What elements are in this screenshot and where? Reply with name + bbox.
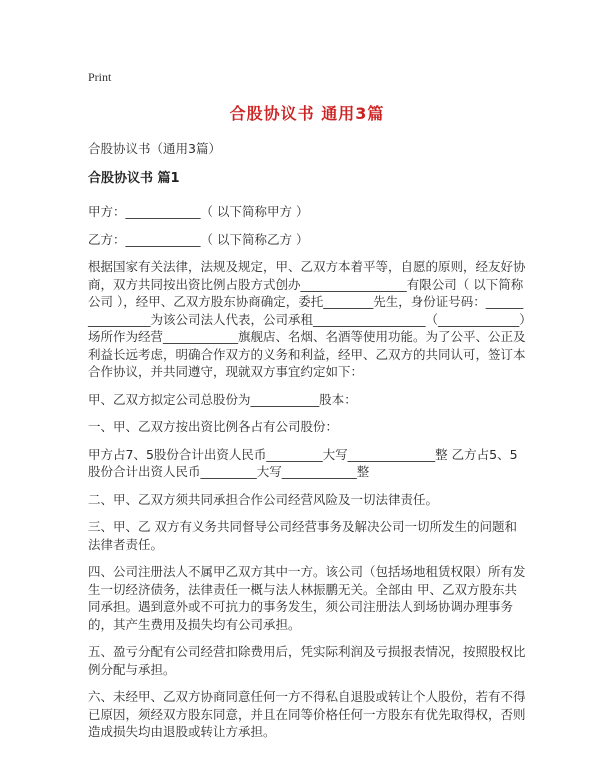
document-page [88, 66, 526, 751]
paragraph-preamble: 根据国家有关法律，法规及规定，甲、乙双方本着平等，自愿的原则，经友好协商，双方共同按出资比例占股方式创办_________________有限公司（ 以下简称公司 ），经甲、乙双方股东协商确定，委托________先生，身份证号码：________________为该公司法人代表，公司承租__________________（_____________）场所作为经营____________旗舰店、名烟、名酒等使用功能。为了公平、公正及利益长远考虑，明确合作双方的义务和利益，经甲、乙双方的共同认可，签订本合作协议，并共同遵守，现就双方事宜约定如下： [88, 259, 526, 379]
paragraph-party-b: 乙方：____________（ 以下简称乙方 ） [88, 231, 309, 247]
paragraph-clause-5: 五、盈亏分配有公司经营扣除费用后，凭实际利润及亏损报表情况，按照股权比例分配与承担。 [88, 644, 526, 677]
paragraph-clause-1: 一、甲、乙双方按出资比例各占有公司股份： [88, 419, 339, 434]
document-title: 合股协议书 通用3篇 [229, 104, 385, 123]
paragraph-clause-6: 六、未经甲、乙双方协商同意任何一方不得私自退股或转让个人股份，若有不得已原因，须经双方股东同意，并且在同等价格任何一方股东有优先取得权，否则造成损失均由退股或转让方承担。 [88, 689, 526, 739]
section-heading: 合股协议书 篇1 [88, 171, 180, 186]
print-link[interactable]: Print [88, 70, 112, 84]
document-subtitle: 合股协议书（通用3篇） [88, 141, 221, 156]
paragraph-clause-3: 三、甲、乙 双方有义务共同督导公司经营事务及解决公司一切所发生的问题和法律者责任。 [88, 519, 517, 552]
paragraph-clause-2: 二、甲、乙双方须共同承担合作公司经营风险及一切法律责任。 [88, 491, 439, 507]
paragraph-total-shares: 甲、乙双方拟定公司总股份为___________股本： [88, 391, 357, 407]
paragraph-clause-4: 四、公司注册法人不属甲乙双方其中一方。该公司（包括场地租赁权限）所有发生一切经济债务，法律责任一概与法人林振鹏无关。全部由 甲、乙双方股东共同承担。遇到意外或不可抗力的事务发生，须公司注册法人到场协调办理事务的，其产生费用及损失均有公司承担。 [88, 564, 526, 632]
paragraph-party-a: 甲方：____________（ 以下简称甲方 ） [88, 204, 309, 219]
paragraph-capital: 甲方占7、5股份合计出资人民币_________大写______________整 乙方占5、5股份合计出资人民币_________大写____________整 [88, 446, 518, 479]
